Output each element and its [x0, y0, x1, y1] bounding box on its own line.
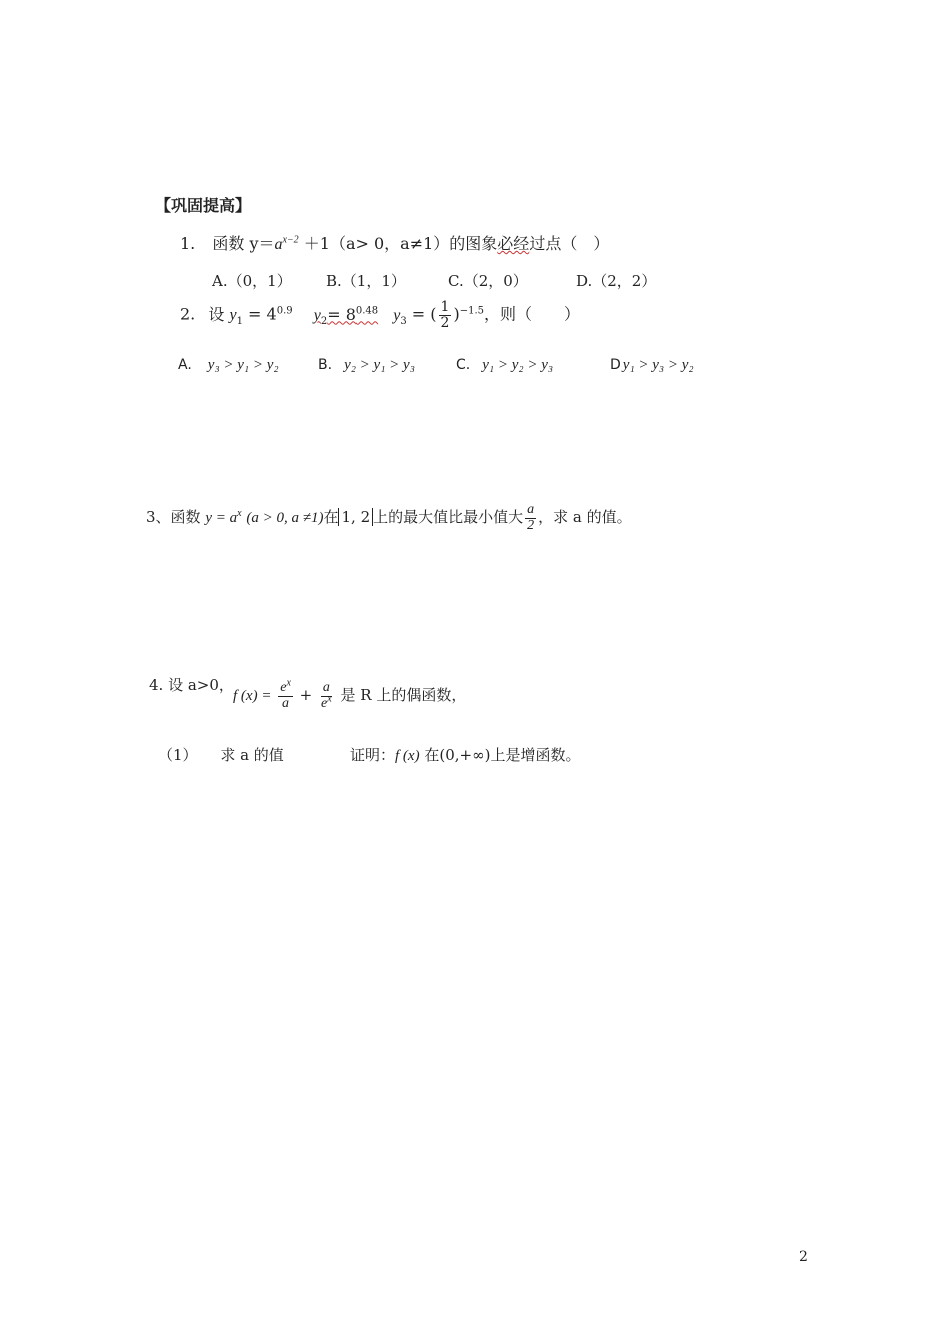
- q4-proof-label: 证明：: [350, 746, 396, 764]
- q2-y1-eq: = 4: [242, 304, 277, 324]
- question-2: [180, 300, 580, 330]
- q4-suffix: 是 R 上的偶函数，: [340, 686, 467, 704]
- q2-y1: y: [229, 306, 237, 324]
- q4-proof-tail: 上是增函数。: [490, 746, 581, 764]
- q3-interval: 1, 2: [338, 508, 373, 526]
- q4-proof-mid: 在: [424, 746, 440, 764]
- q2-lead: 设: [208, 304, 225, 324]
- q2-y3: y: [393, 306, 401, 324]
- q4-fraction-2: $\frac{a}{e^x}$: [321, 679, 332, 711]
- q4-fraction-1: $\frac{e^x}{a}$: [280, 677, 291, 711]
- q4-proof-fx: f (x): [395, 748, 420, 764]
- q2-option-c: C. y₁ > y₂ > y₃: [456, 357, 554, 373]
- q4-proof-interval: (0,+∞): [439, 746, 491, 764]
- q4-prefix: 4. 设 a>0，: [149, 676, 234, 694]
- question-3: [146, 498, 632, 537]
- page-number: 2: [799, 1249, 808, 1265]
- q1-option-c: C.（2，0）: [448, 272, 528, 290]
- q1-tail: 过点（ ）: [529, 234, 610, 253]
- q1-option-a: A.（0，1）: [212, 272, 292, 290]
- q3-mid: 在: [323, 508, 339, 526]
- q4-function: [233, 670, 466, 721]
- q3-condition: (a > 0, a ≠1): [246, 510, 324, 526]
- q2-y3-exp: −1.5: [459, 305, 485, 317]
- q2-y3-fraction: $\frac{1}{2}$: [440, 299, 450, 331]
- q1-number: 1.: [180, 234, 196, 253]
- q1-suffix: ＋1（a> 0，a≠1）的图象: [298, 234, 498, 253]
- q2-y3-eq: = (: [406, 304, 437, 324]
- q1-underlined-text: 必经: [497, 234, 530, 253]
- q2-y2-group: [313, 304, 379, 327]
- question-1: [180, 231, 609, 254]
- q3-expr-eq: = a: [212, 510, 238, 526]
- q4-part-text: 求 a 的值: [220, 746, 284, 764]
- q1-option-d: D.（2，2）: [576, 272, 657, 290]
- q2-y2-exp: 0.48: [355, 305, 379, 317]
- q2-y3-close: ): [453, 304, 460, 324]
- q2-option-b: B. y₂ > y₁ > y₃: [318, 357, 415, 373]
- q2-y2: y: [313, 306, 321, 324]
- q3-prefix: 3、函数: [146, 508, 201, 526]
- q1-exponent: x−2: [282, 234, 299, 246]
- q3-expr-y: y: [205, 510, 212, 526]
- q1-prefix: 函数 y＝: [212, 234, 275, 253]
- q4-part-label: （1）: [158, 746, 198, 764]
- q3-expr-exp: x: [237, 508, 242, 519]
- q3-fraction: $\frac{a}{2}$: [527, 501, 535, 533]
- section-heading: 【巩固提高】: [155, 196, 252, 215]
- q3-text1: 上的最大值比最小值大: [373, 508, 524, 526]
- q4-proof: [350, 744, 581, 765]
- q2-y2-eq: = 8: [327, 304, 356, 324]
- q2-y2-sub: 2: [320, 315, 328, 327]
- q2-option-d: D y₁ > y₃ > y₂: [610, 357, 694, 373]
- q2-number: 2.: [180, 304, 196, 324]
- q1-option-b: B.（1，1）: [326, 272, 406, 290]
- q2-y1-exp: 0.9: [276, 305, 293, 317]
- q2-y1-sub: 1: [236, 315, 243, 327]
- q4-fx: f (x) =: [233, 688, 272, 704]
- q2-tail: ，则（ ）: [484, 304, 581, 324]
- q2-option-a: A. y₃ > y₁ > y₂: [178, 357, 279, 373]
- q2-y3-sub: 3: [400, 315, 407, 327]
- q1-base: a: [274, 236, 283, 253]
- q4-plus: +: [299, 686, 313, 704]
- q4-part-1: [158, 744, 284, 765]
- q3-text2: ，求 a 的值。: [538, 508, 632, 526]
